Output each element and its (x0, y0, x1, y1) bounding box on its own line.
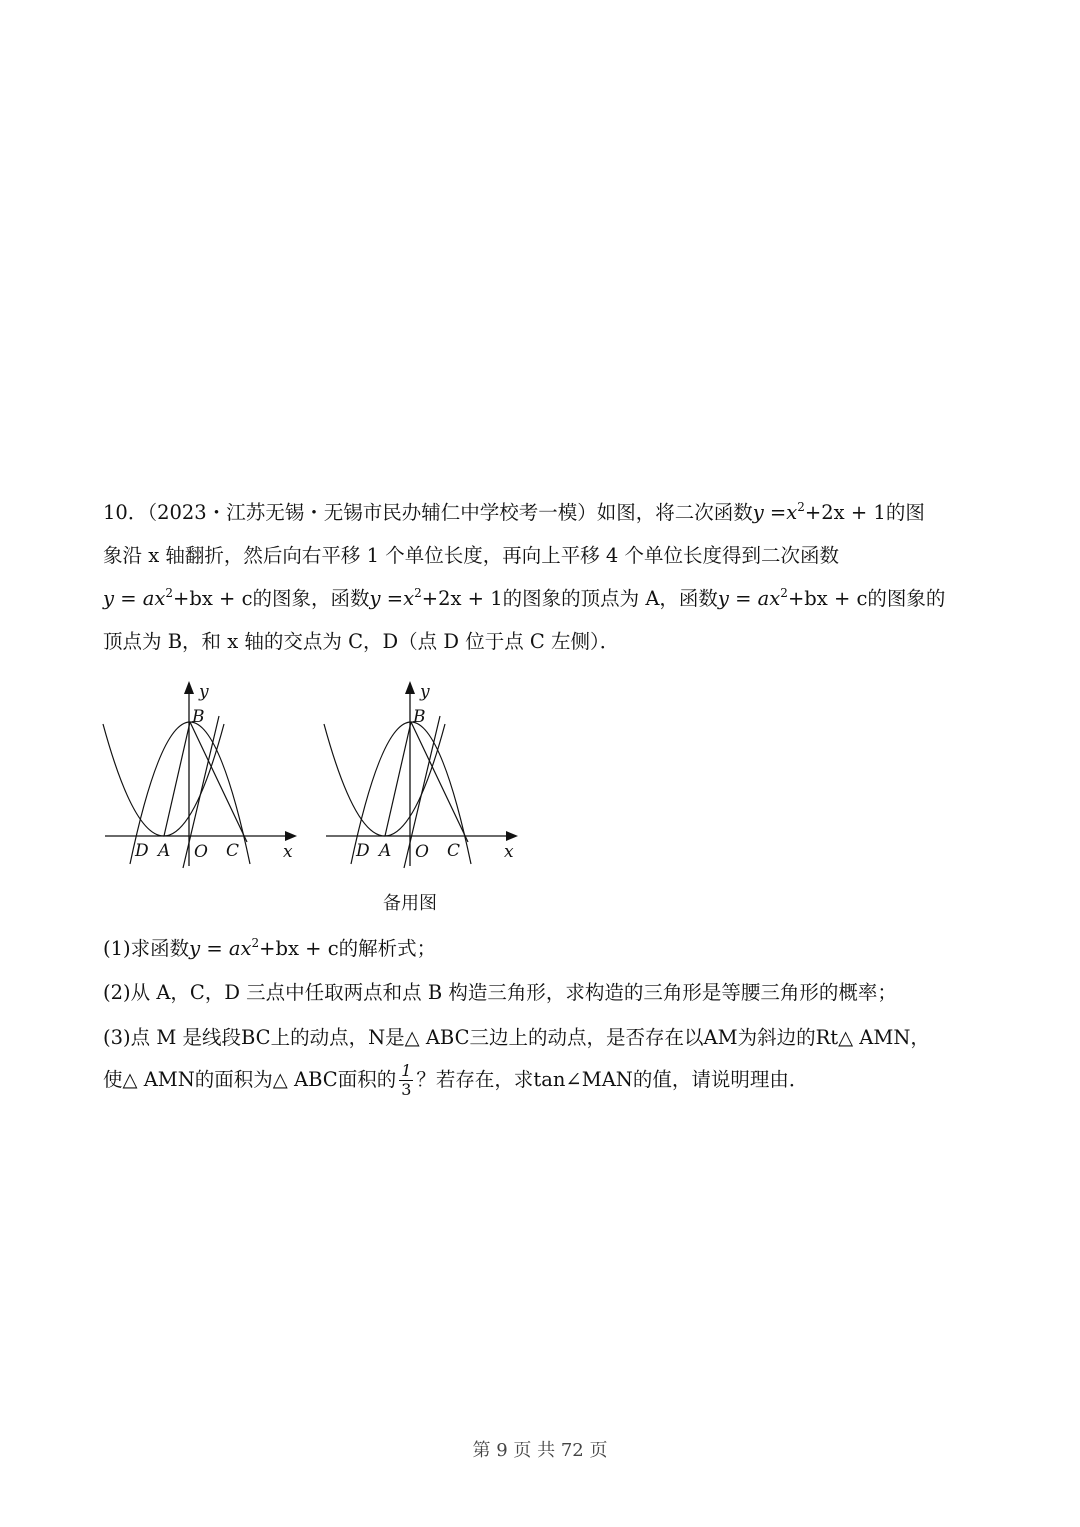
question-line-1: 10．（2023・江苏无锡・无锡市民办辅仁中学校考一模）如图，将二次函数$y =x^2+2x + 1$的图 (103, 500, 925, 524)
label-a: A (158, 841, 171, 861)
label-b: B (192, 707, 205, 727)
label-d: D (135, 841, 149, 861)
y-axis-arrow (405, 681, 415, 694)
part-3-line-1: (3)点 M 是线段BC上的动点，N是△ ABC三边上的动点，是否存在以AM为斜边的Rt△ AMN， (103, 1026, 930, 1049)
label-y: y (199, 682, 209, 702)
question-source: （2023・江苏无锡・无锡市民办辅仁中学校考一模）如图，将二次函数 (147, 501, 753, 524)
page-footer: 第 9 页 共 72 页 (472, 1440, 608, 1461)
label-y: y (420, 682, 430, 702)
parabola-upward (103, 724, 224, 836)
fraction-one-third: $\frac{1}{3}$ (401, 1061, 412, 1099)
question-line-4: 顶点为 B，和 x 轴的交点为 C，D（点 D 位于点 C 左侧）． (103, 630, 620, 653)
part-3-line-2: 使△ AMN的面积为△ ABC面积的 $\frac{1}{3}$ ？若存在，求tan∠MAN的值，请说明理由． (103, 1061, 809, 1099)
label-d: D (356, 841, 370, 861)
parabola-upward (324, 724, 445, 836)
line-ab (385, 722, 411, 836)
question-line-3: $y = ax^2+bx + c$的图象，函数$y =x^2+2x + 1$的图象的顶点为 A，函数$y = ax^2+bx + c$的图象的 (103, 586, 946, 610)
line-bc (190, 722, 247, 842)
part-2: (2)从 A，C，D 三点中任取两点和点 B 构造三角形，求构造的三角形是等腰三角形的概率； (103, 981, 897, 1004)
label-x: x (504, 842, 514, 862)
label-x: x (283, 842, 293, 862)
line-ab (164, 722, 190, 836)
label-c: C (226, 841, 240, 861)
label-b: B (413, 707, 426, 727)
parabola-figure-main (95, 676, 310, 876)
parabola-figure-backup (316, 676, 531, 876)
figure-caption: 备用图 (383, 893, 437, 914)
question-line-2: 象沿 x 轴翻折，然后向右平移 1 个单位长度，再向上平移 4 个单位长度得到二次函数 (103, 544, 840, 567)
question-number: 10． (103, 501, 148, 524)
y-axis-arrow (184, 681, 194, 694)
x-axis-arrow (506, 831, 518, 841)
question-text (103, 491, 983, 663)
label-c: C (447, 841, 461, 861)
x-axis-arrow (285, 831, 297, 841)
line-bc (411, 722, 468, 842)
part-1: (1)求函数$y = ax^2+bx + c$的解析式； (103, 936, 437, 960)
label-a: A (379, 841, 392, 861)
label-o: O (194, 842, 208, 862)
label-o: O (415, 842, 429, 862)
